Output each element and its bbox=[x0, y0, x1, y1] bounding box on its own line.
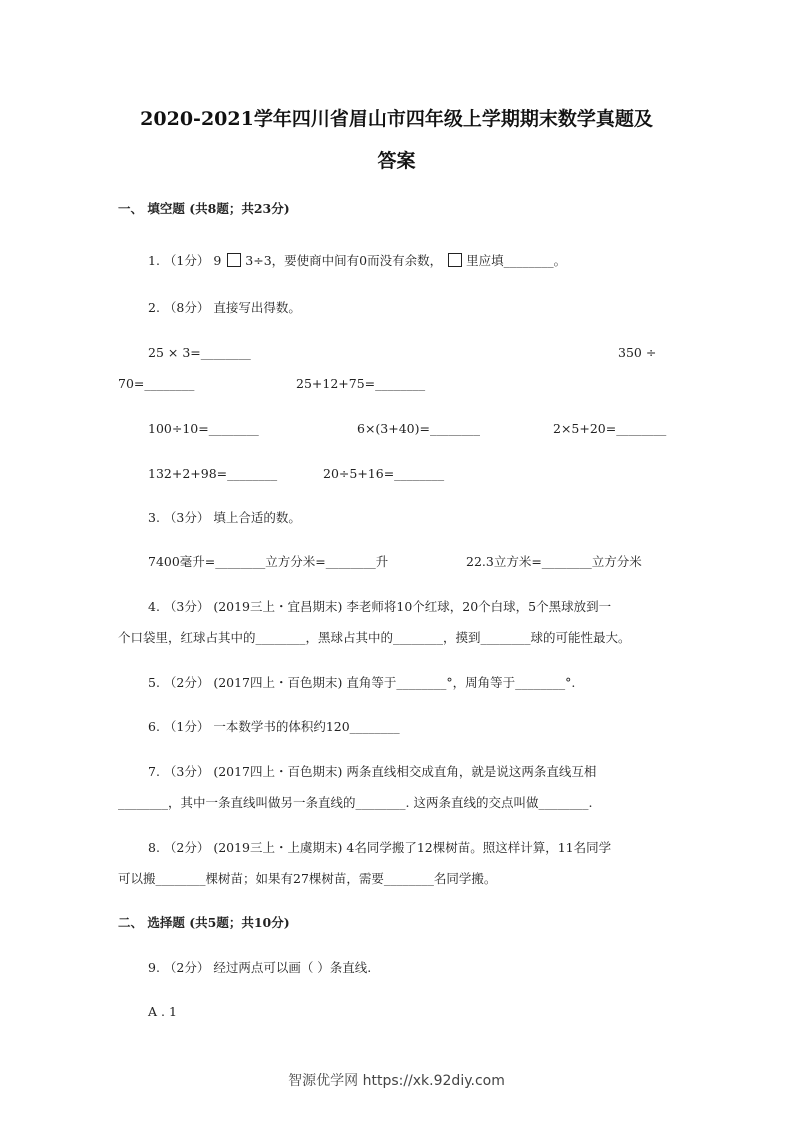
question-6: 6. （1分） 一本数学书的体积约120________ bbox=[148, 719, 400, 734]
question-4-line1: 4. （3分） (2019三上・宜昌期末) 李老师将10个红球，20个白球，5个黑球放到一 bbox=[148, 599, 612, 614]
question-1-suffix: 里应填________。 bbox=[466, 253, 567, 268]
document-title-line1: 2020-2021学年四川省眉山市四年级上学期期末数学真题及 bbox=[140, 108, 653, 130]
section-header-fill-blank: 一、 填空题 (共8题；共23分) bbox=[118, 201, 290, 216]
blank-box-icon bbox=[227, 253, 241, 267]
question-2-expr-2a: 350 ÷ bbox=[618, 345, 657, 360]
question-3-stem: 3. （3分） 填上合适的数。 bbox=[148, 510, 301, 525]
question-1 bbox=[148, 253, 566, 269]
question-2-expr-1: 25 × 3=________ bbox=[148, 345, 251, 360]
question-3-part-a: 7400毫升=________立方分米=________升 bbox=[148, 554, 389, 569]
question-8-line1: 8. （2分） (2019三上・上虞期末) 4名同学搬了12棵树苗。照这样计算，11名同学 bbox=[148, 840, 612, 855]
question-9-option-a: A . 1 bbox=[148, 1004, 177, 1019]
question-9-stem: 9. （2分） 经过两点可以画（ ）条直线. bbox=[148, 960, 372, 975]
question-5: 5. （2分） (2017四上・百色期末) 直角等于________°，周角等于________°. bbox=[148, 675, 576, 690]
footer-watermark: 智源优学网 https://xk.92diy.com bbox=[288, 1073, 505, 1089]
question-8-line2: 可以搬________棵树苗；如果有27棵树苗，需要________名同学搬。 bbox=[118, 871, 497, 886]
question-1-prefix: 1. （1分） 9 bbox=[148, 253, 222, 268]
question-2-expr-3: 25+12+75=________ bbox=[296, 376, 426, 391]
question-4-line2: 个口袋里，红球占其中的________，黑球占其中的________，摸到________球的可能性最大。 bbox=[118, 630, 631, 645]
question-2-expr-8: 20÷5+16=________ bbox=[323, 466, 445, 481]
question-2-expr-4: 100÷10=________ bbox=[148, 421, 259, 436]
question-1-middle: 3÷3，要使商中间有0而没有余数， bbox=[245, 253, 443, 268]
blank-box-icon bbox=[448, 253, 462, 267]
question-2-expr-2b: 70=________ bbox=[118, 376, 195, 391]
section-header-multiple-choice: 二、 选择题 (共5题；共10分) bbox=[118, 915, 290, 930]
question-7-line1: 7. （3分） (2017四上・百色期末) 两条直线相交成直角，就是说这两条直线互相 bbox=[148, 764, 597, 779]
question-7-line2: ________，其中一条直线叫做另一条直线的________. 这两条直线的交点叫做________. bbox=[118, 795, 593, 810]
question-2-expr-6: 2×5+20=________ bbox=[553, 421, 667, 436]
document-title-line2: 答案 bbox=[377, 150, 416, 172]
question-2-stem: 2. （8分） 直接写出得数。 bbox=[148, 300, 301, 315]
question-3-part-b: 22.3立方米=________立方分米 bbox=[466, 554, 642, 569]
question-2-expr-7: 132+2+98=________ bbox=[148, 466, 278, 481]
question-2-expr-5: 6×(3+40)=________ bbox=[357, 421, 480, 436]
